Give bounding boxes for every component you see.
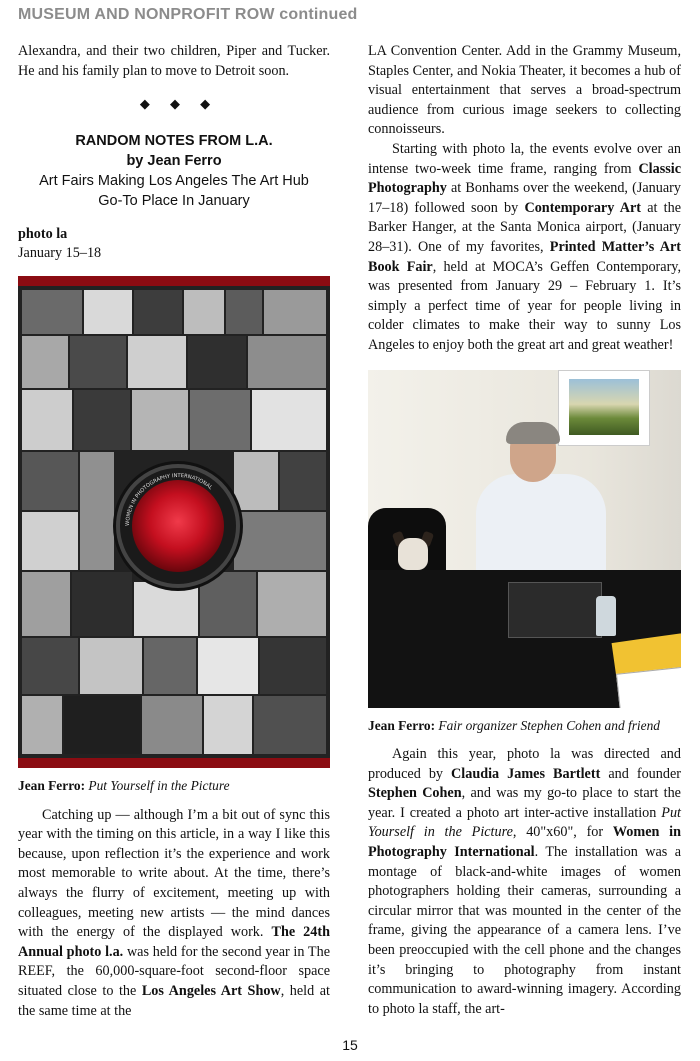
text-run: Again this year, photo la was directed and produced by xyxy=(368,746,681,782)
collage-caption-credit: Jean Ferro: xyxy=(18,777,86,793)
text-run: Catching up — although I’m a bit out of sync this year with the timing on this article, in a way I like this because, upon reflection it’s the experience and work most memorable to write about. At the time, there’s always the flurry of excitement, meeting up with colleagues, meeting new artists — the mind dances with the energy of the displayed work. xyxy=(18,806,330,941)
text-run: , and was my go-to place to start the year. I created a photo art inter-active installation xyxy=(368,785,681,821)
man-shirt xyxy=(476,474,606,582)
right-paragraph-1: LA Convention Center. Add in the Grammy Museum, Staples Center, and Nokia Theater, it becomes a hub of visual entertainment that serves a broad-spectrum audience from curious image seekers to collecting connoisseurs. xyxy=(368,43,681,138)
collage-montage xyxy=(18,286,330,758)
event-name: photo la xyxy=(18,225,68,242)
lens-ring xyxy=(120,468,236,584)
photo-caption-credit: Jean Ferro: xyxy=(368,717,436,733)
subtitle-line-2: Go-To Place In January xyxy=(98,192,250,209)
italic-run: Put Yourself in the Picture xyxy=(368,804,681,841)
collage-photo xyxy=(18,276,330,768)
right-column xyxy=(368,42,681,1019)
text-run: , held at the same time at the xyxy=(18,982,330,1019)
intro-text: Alexandra, and their two children, Piper and Tucker. He and his family plan to move to Detroit soon. xyxy=(18,43,330,79)
event-dates: January 15–18 xyxy=(18,245,102,262)
bold-run: Claudia James Bartlett xyxy=(451,765,601,782)
bold-run: Los Angeles Art Show xyxy=(141,982,281,999)
laptop xyxy=(508,582,602,638)
section-title: RANDOM NOTES FROM L.A. xyxy=(75,132,273,149)
bold-run: The 24th Annual photo l.a. xyxy=(18,924,330,960)
text-run: , 40"x60", for xyxy=(512,824,613,841)
running-head: MUSEUM AND NONPROFIT ROW continued xyxy=(18,6,358,23)
body-paragraph-1 xyxy=(18,806,330,1022)
white-folder xyxy=(616,666,681,708)
text-run: was held for the second year in The REEF, the 60,000-square-foot second-floor space situated close to the xyxy=(18,943,330,999)
text-run: . The installation was a montage of black-and-white images of women photographers holding their cameras, surrounding a circular mirror that was mounted in the center of the frame, giving the appearance of a camera lens. I’ve been preoccupied with the cell phone and the changes it’s bringing to photography from instant communication to award-winning imagery. According to photo la staff, the art- xyxy=(368,844,681,1017)
water-bottle xyxy=(596,596,616,636)
right-paragraph-3 xyxy=(368,745,681,1019)
text-run: at the Barker Hanger, at the Santa Monica airport, (January 28–31). One of my favorites, xyxy=(368,199,681,255)
lens-ring-text: WOMEN IN PHOTOGRAPHY INTERNATIONAL xyxy=(124,472,214,527)
collage-caption-title: Put Yourself in the Picture xyxy=(88,777,230,793)
text-run: , held at MOCA’s Geffen Contemporary, was presented from January 29 – February 1. It’s simply a perfect time of year for people living in colder climates to make their way to sunny Los Angeles to enjoy both the great art and great weather! xyxy=(368,258,682,353)
page-number: 15 xyxy=(342,1037,358,1053)
photo-caption-text: Fair organizer Stephen Cohen and friend xyxy=(438,717,660,733)
small-dog xyxy=(398,538,428,570)
organizer-photo xyxy=(368,370,681,708)
man-hair xyxy=(506,422,560,444)
svg-text:WOMEN IN PHOTOGRAPHY INTERNATI xyxy=(125,473,213,526)
text-run: and founder xyxy=(600,765,681,782)
organizer-photo-caption xyxy=(368,716,681,736)
bold-run: Printed Matter’s Art Book Fair xyxy=(368,238,681,275)
text-run: at Bonhams over the weekend, (January 17–18) followed soon by xyxy=(368,180,681,216)
wall-painting xyxy=(558,370,650,446)
bold-run: Classic Photography xyxy=(368,160,681,197)
text-run: Starting with photo la, the events evolve over an intense two-week time frame, ranging from xyxy=(368,140,681,177)
subtitle-line-1: Art Fairs Making Los Angeles The Art Hub xyxy=(39,172,309,189)
left-column xyxy=(18,42,330,1021)
mirror-lens xyxy=(116,464,240,588)
bold-run: Stephen Cohen xyxy=(368,785,462,802)
right-paragraph-2 xyxy=(368,140,681,356)
bold-run: Women in Photography International xyxy=(368,824,681,861)
byline: by Jean Ferro xyxy=(126,152,222,169)
bold-run: Contemporary Art xyxy=(524,199,641,216)
section-divider: ◆ ◆ ◆ xyxy=(139,97,219,113)
collage-caption xyxy=(18,776,330,796)
